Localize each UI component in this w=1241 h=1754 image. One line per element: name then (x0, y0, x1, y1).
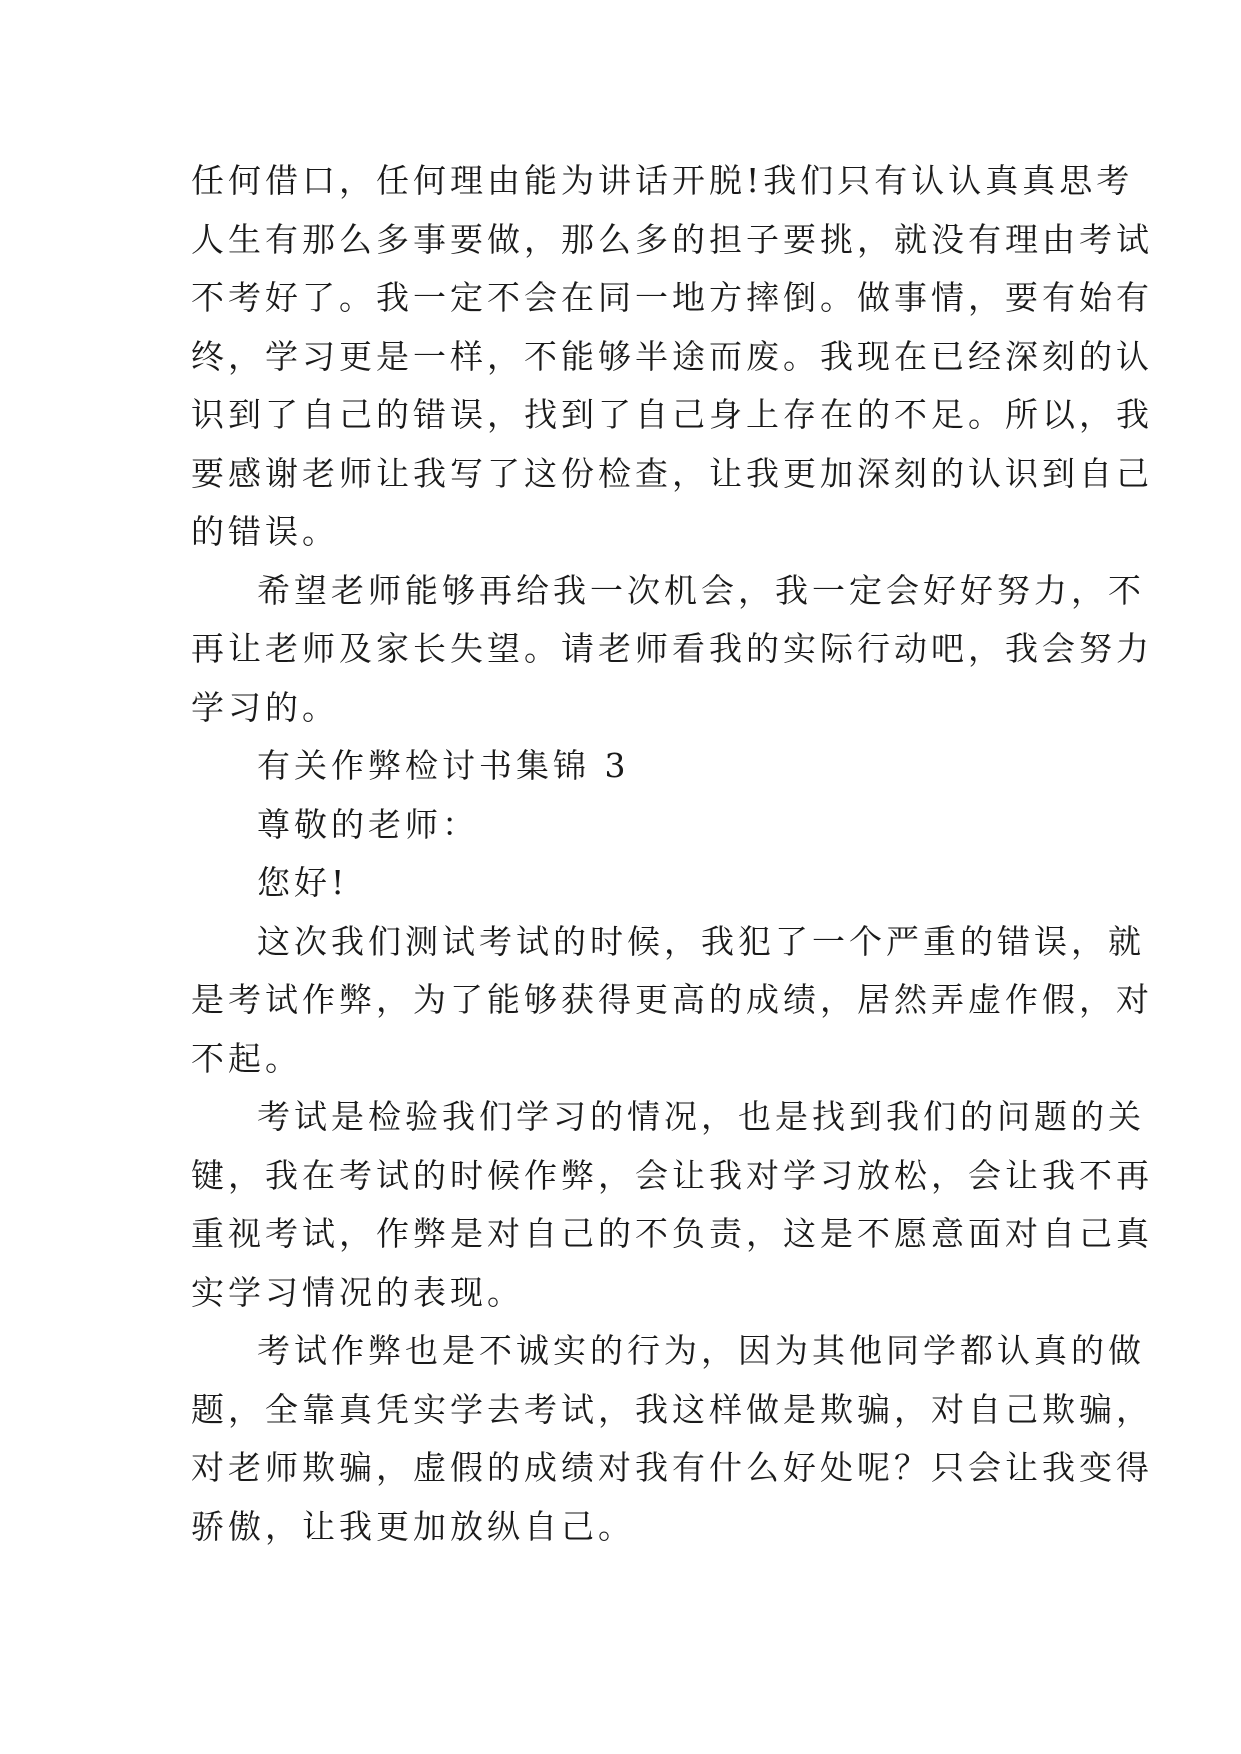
text-line: 不起。 (191, 1038, 302, 1078)
text-line: 要感谢老师让我写了这份检查，让我更加深刻的认识到自己 (191, 453, 1153, 493)
text-line: 终，学习更是一样，不能够半途而废。我现在已经深刻的认 (191, 336, 1153, 376)
document-body (191, 152, 1153, 1556)
text-line: 对老师欺骗，虚假的成绩对我有什么好处呢？只会让我变得 (191, 1448, 1153, 1487)
text-line: 的错误。 (191, 512, 339, 551)
text-line: 不考好了。我一定不会在同一地方摔倒。做事情，要有始有 (191, 278, 1153, 317)
greeting: 您好! (257, 863, 349, 902)
text-line: 再让老师及家长失望。请老师看我的实际行动吧，我会努力 (191, 629, 1153, 668)
paragraph-first-line: 考试作弊也是不诚实的行为，因为其他同学都认真的做 (257, 1331, 1145, 1370)
paragraph-first-line: 希望老师能够再给我一次机会，我一定会好好努力，不 (257, 570, 1145, 610)
text-line: 任何借口，任何理由能为讲话开脱!我们只有认认真真思考 (191, 161, 1134, 200)
paragraph-first-line: 这次我们测试考试的时候，我犯了一个严重的错误，就 (257, 921, 1145, 961)
text-line: 是考试作弊，为了能够获得更高的成绩，居然弄虚作假，对 (191, 980, 1153, 1019)
text-line: 人生有那么多事要做，那么多的担子要挑，就没有理由考试 (191, 219, 1153, 259)
paragraph-first-line: 考试是检验我们学习的情况，也是找到我们的问题的关 (257, 1097, 1145, 1136)
text-line: 骄傲，让我更加放纵自己。 (191, 1506, 635, 1546)
section-title: 有关作弊检讨书集锦 3 (257, 746, 630, 785)
text-line: 题，全靠真凭实学去考试，我这样做是欺骗，对自己欺骗， (191, 1389, 1153, 1429)
text-line: 识到了自己的错误，找到了自己身上存在的不足。所以，我 (191, 395, 1153, 434)
text-line: 学习的。 (191, 687, 339, 727)
text-line: 重视考试，作弊是对自己的不负责，这是不愿意面对自己真 (191, 1214, 1153, 1253)
text-line: 键，我在考试的时候作弊，会让我对学习放松，会让我不再 (191, 1155, 1153, 1195)
text-line: 实学习情况的表现。 (191, 1272, 524, 1312)
salutation: 尊敬的老师： (257, 804, 479, 844)
